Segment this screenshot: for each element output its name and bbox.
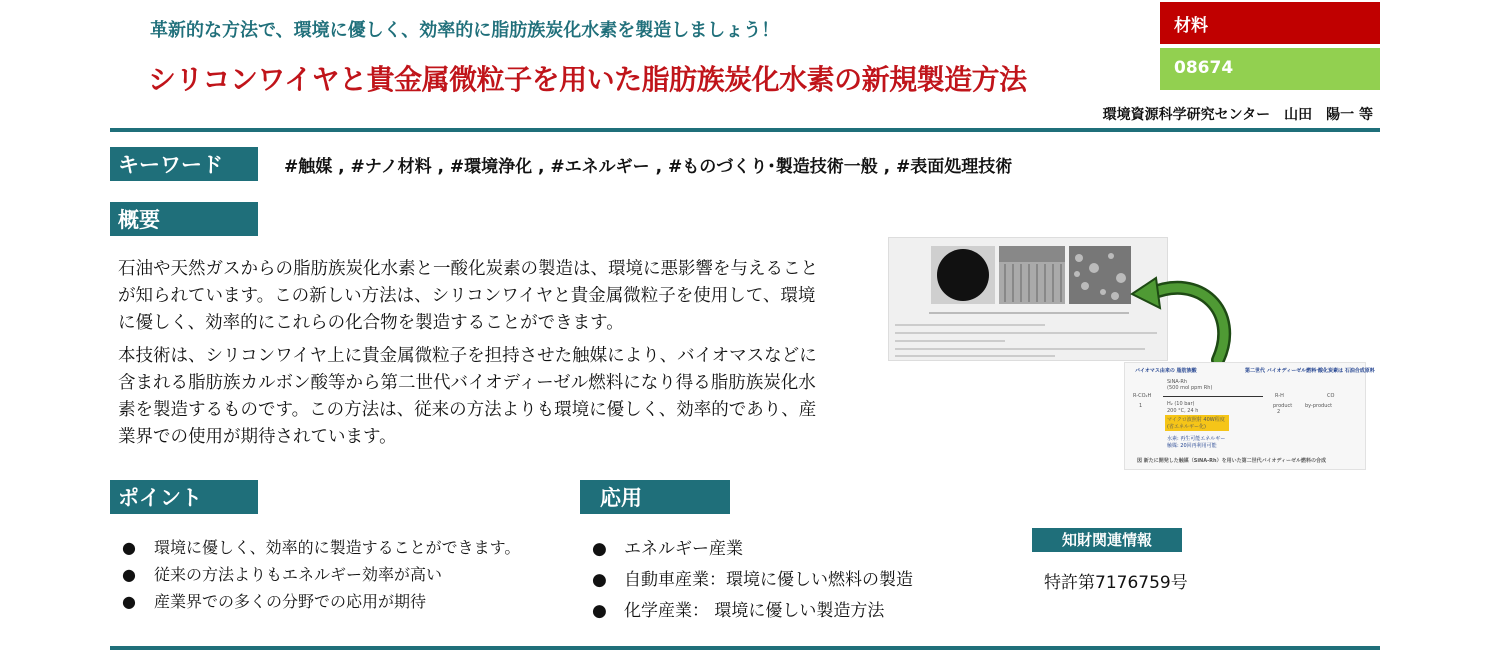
micrograph-image <box>889 238 1167 360</box>
scheme-microwave: マイクロ波照射 40W程度 <box>1167 417 1225 423</box>
bullet-icon: ● <box>122 565 136 584</box>
applications-list <box>588 534 913 627</box>
list-item <box>588 596 913 627</box>
application-text: 化学産業： 環境に優しい製造方法 <box>624 601 885 621</box>
scheme-product-label: product <box>1273 403 1293 409</box>
point-text: 環境に優しく、効率的に製造することができます。 <box>154 538 521 557</box>
list-item <box>118 534 520 561</box>
scheme-reactant-number: 1 <box>1139 403 1143 409</box>
list-item <box>588 534 913 565</box>
keywords-text: #触媒 , #ナノ材料 , #環境浄化 , #エネルギー , #ものづくり･製造技術一般 , #表面処理技術 <box>284 157 1013 177</box>
bullet-icon: ● <box>592 570 607 590</box>
ip-label: 知財関連情報 <box>1032 528 1182 552</box>
id-badge: 08674 <box>1160 48 1380 90</box>
bullet-icon: ● <box>122 538 136 557</box>
patent-number: 特許第7176759号 <box>1044 573 1188 593</box>
application-text: 自動車産業：環境に優しい燃料の製造 <box>624 570 913 590</box>
scheme-product-number: 2 <box>1277 409 1281 415</box>
list-item <box>118 561 520 588</box>
scheme-byproduct-label: by-product <box>1305 403 1333 409</box>
scheme-left-header: バイオマス由来の 脂肪族酸 <box>1135 368 1197 374</box>
applications-label: 応用 <box>580 480 730 514</box>
scheme-product: R-H <box>1275 393 1284 399</box>
top-divider <box>110 128 1380 132</box>
overview-paragraph-2: 本技術は、シリコンワイヤ上に貴金属微粒子を担持させた触媒により、バイオマスなどに含まれる脂肪族カルボン酸等から第二世代バイオディーゼル燃料になり得る脂肪族炭化水素を製造するものです。この方法は、従来の方法よりも環境に優しく、効率的であり、産業界での使用が期待されています。 <box>118 346 817 447</box>
application-text: エネルギー産業 <box>624 539 743 559</box>
list-item <box>118 588 520 615</box>
list-item <box>588 565 913 596</box>
points-list <box>118 534 520 615</box>
point-text: 従来の方法よりもエネルギー効率が高い <box>154 565 443 584</box>
scheme-second-gen-header: 第二世代 バイオディーゼル燃料 <box>1245 368 1317 374</box>
scheme-hydrogen-note: 水素: 再生可能エネルギー <box>1167 436 1226 442</box>
micrograph-figure <box>888 237 1168 361</box>
overview-paragraph-1: 石油や天然ガスからの脂肪族炭化水素と一酸化炭素の製造は、環境に悪影響を与えることが知られています。この新しい方法は、シリコンワイヤと貴金属微粒子を使用して、環境に優しく、効率的にこれらの化合物を製造することができます。 <box>118 259 818 333</box>
author-line: 環境資源科学研究センター 山田 陽一 等 <box>1102 107 1373 123</box>
scheme-h2: H₂ (10 bar) <box>1167 401 1195 407</box>
scheme-microwave-box <box>1165 415 1229 431</box>
scheme-co-header: 一酸化炭素は 石油合成原料 <box>1313 368 1375 374</box>
bullet-icon: ● <box>592 539 607 559</box>
category-badge: 材料 <box>1160 2 1380 44</box>
scheme-caption: 図 新たに開発した触媒（SiNA-Rh）を用いた第二世代バイオディーゼル燃料の合成 <box>1137 458 1326 464</box>
bullet-icon: ● <box>122 592 136 611</box>
scheme-catalyst-note: 触媒: 20回再利用可能 <box>1167 443 1217 449</box>
scheme-energy-saving: (省エネルギー化) <box>1167 424 1206 430</box>
scheme-catalyst-loading: (500 mol ppm Rh) <box>1167 385 1213 391</box>
curved-arrow-icon <box>1130 272 1240 372</box>
scheme-catalyst: SiNA-Rh <box>1167 379 1188 385</box>
scheme-reactant: R-CO₂H <box>1133 393 1152 399</box>
points-label: ポイント <box>110 480 258 514</box>
scheme-co: CO <box>1327 393 1335 399</box>
page-title: シリコンワイヤと貴金属微粒子を用いた脂肪族炭化水素の新規製造方法 <box>148 63 1027 96</box>
scheme-conditions: 200 °C, 24 h <box>1167 408 1199 414</box>
point-text: 産業界での多くの分野での応用が期待 <box>154 592 427 611</box>
overview-body <box>118 256 830 457</box>
scheme-reaction-arrow <box>1163 396 1263 397</box>
bottom-divider <box>110 646 1380 650</box>
keywords-label: キーワード <box>110 147 258 181</box>
subtitle: 革新的な方法で、環境に優しく、効率的に脂肪族炭化水素を製造しましょう！ <box>150 20 780 41</box>
bullet-icon: ● <box>592 601 607 621</box>
overview-label: 概要 <box>110 202 258 236</box>
reaction-scheme-figure <box>1124 362 1375 470</box>
